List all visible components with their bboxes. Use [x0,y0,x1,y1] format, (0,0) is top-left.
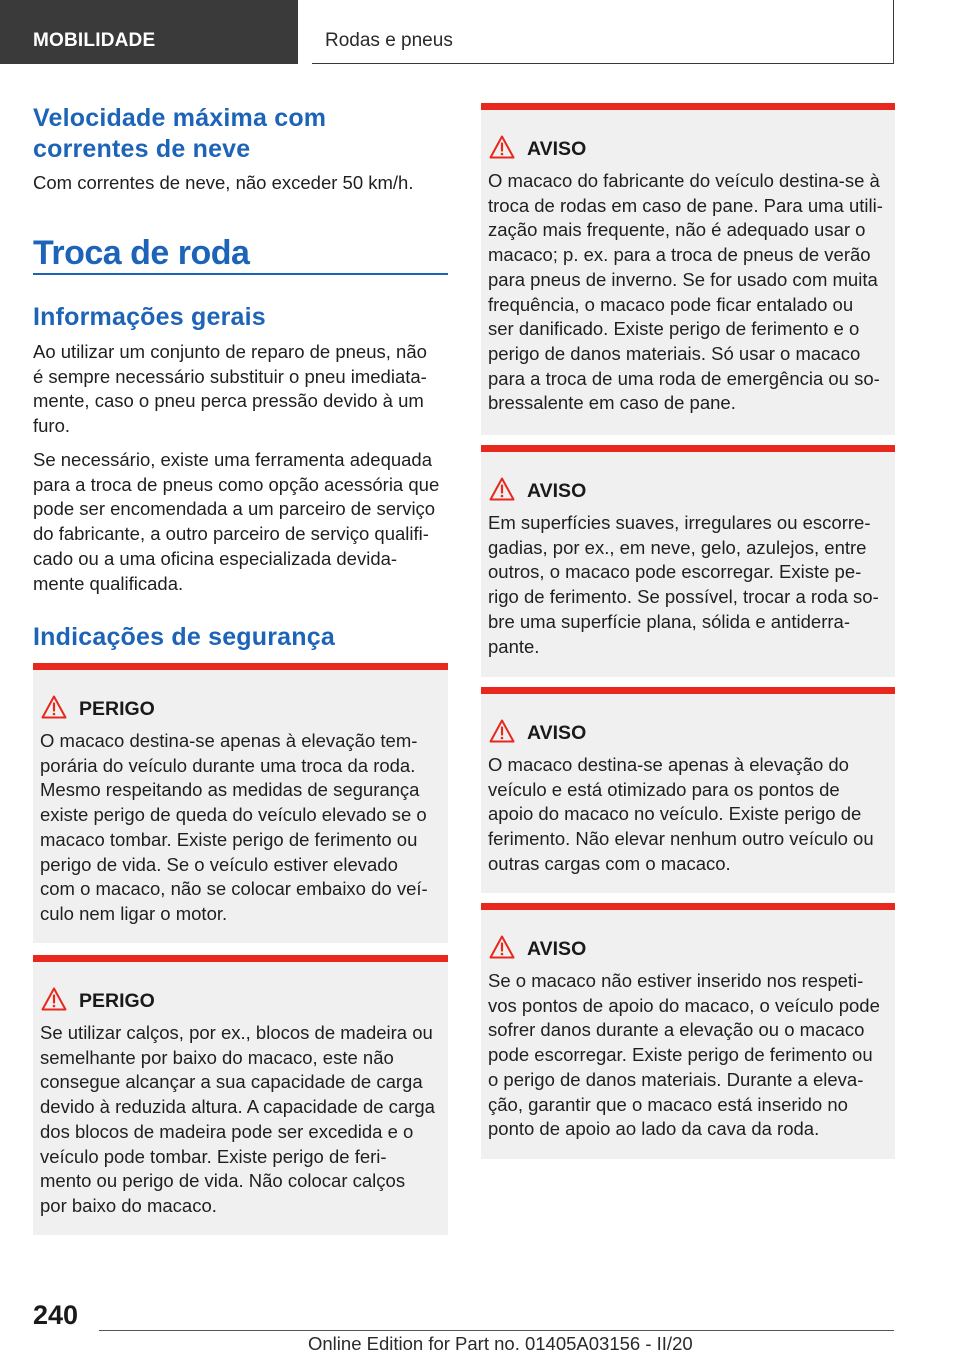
text-line: rigo de ferimento. Se possível, trocar a roda so‐ [488,586,879,608]
text-line: Se o macaco não estiver inserido nos respeti‐ [488,970,864,991]
text-line: é sempre necessário substituir o pneu imediata‐ [33,365,427,387]
main-heading-rule [33,273,448,275]
text-line: gadias, por ex., em neve, gelo, azulejos, entre [488,536,867,558]
general-heading: Informações gerais [33,303,266,331]
text-line: semelhante por baixo do macaco, este não [40,1046,394,1068]
text-line: ponto de apoio ao lado da cava da roda. [488,1118,820,1140]
warning-text [488,169,889,416]
text-line: Ao utilizar um conjunto de reparo de pneus, não [33,341,427,362]
text-line: O macaco destina-se apenas à elevação do [488,754,849,775]
speed-heading [33,103,326,165]
text-line: macaco tombar. Existe perigo de ferimento ou [40,828,418,850]
warning-title: AVISO [527,938,587,960]
text-line: culo nem ligar o motor. [40,902,228,924]
text-line: veículo e está otimizado para os pontos de [488,778,840,800]
text-line: frequência, o macaco pode ficar entalado ou [488,293,854,315]
text-line: o perigo de danos materiais. Durante a eleva‐ [488,1068,864,1090]
header-section-tab [0,0,298,64]
warning-triangle-icon [489,477,515,501]
warning-title: PERIGO [79,698,155,720]
warning-title: PERIGO [79,990,155,1012]
text-line: ser danificado. Existe perigo de ferimento e o [488,318,860,340]
warning-title: AVISO [527,722,587,744]
warning-text [40,1021,442,1219]
text-line: para pneus de inverno. Se for usado com muita [488,268,878,290]
text-line: perigo de danos materiais. Só usar o macaco [488,342,861,364]
text-line: Em superfícies suaves, irregulares ou escorre‐ [488,512,871,533]
warning-title: AVISO [527,138,587,160]
text-line: O macaco destina-se apenas à elevação tem‐ [40,730,418,751]
safety-heading: Indicações de segurança [33,623,335,651]
warning-text [488,969,889,1142]
general-paragraph-2 [33,448,439,596]
text-line: veículo pode tombar. Existe perigo de feri‐ [40,1145,387,1167]
text-line: dos blocos de madeira pode ser excedida e o [40,1120,414,1142]
text-line: outros, o macaco pode escorregar. Existe pe‐ [488,561,862,583]
speed-heading-line: Velocidade máxima com [33,104,327,132]
text-line: troca de rodas em caso de pane. Para uma utili‐ [488,194,883,216]
text-line: macaco; p. ex. para a troca de pneus de verão [488,244,871,266]
main-heading: Troca de roda [33,234,250,272]
warning-triangle-icon [41,987,67,1011]
text-line: ção, garantir que o macaco está inserido no [488,1093,848,1115]
warning-triangle-icon [489,135,515,159]
text-line: mento ou perigo de vida. Não colocar calços [40,1170,406,1192]
text-line: zação mais frequente, não é adequado usar o [488,219,866,241]
text-line: cado ou a uma oficina especializada devida‐ [33,547,398,569]
general-paragraph-1 [33,340,427,439]
header-chapter-tab [312,0,894,64]
warning-text [488,753,889,877]
warning-text [40,729,442,927]
text-line: apoio do macaco no veículo. Existe perigo de [488,803,862,825]
warning-title: AVISO [527,480,587,502]
text-line: sofrer danos durante a elevação ou o macaco [488,1019,865,1041]
warning-box-aviso-2 [481,445,895,677]
warning-triangle-icon [489,935,515,959]
text-line: pode escorregar. Existe perigo de ferimento ou [488,1044,873,1066]
text-line: consegue alcançar a sua capacidade de carga [40,1071,423,1093]
text-line: mente, caso o pneu perca pressão devido à um [33,390,424,412]
warning-box-perigo-2 [33,955,448,1235]
text-line: furo. [33,415,71,437]
warning-triangle-icon [41,695,67,719]
text-line: bre uma superfície plana, sólida e antiderra‐ [488,610,850,632]
speed-heading-line: correntes de neve [33,135,251,163]
text-line: para a troca de pneus como opção acessória que [33,473,440,495]
warning-box-perigo-1 [33,663,448,943]
text-line: outras cargas com o macaco. [488,852,731,874]
text-line: Mesmo respeitando as medidas de segurança [40,779,420,801]
text-line: Se utilizar calços, por ex., blocos de madeira ou [40,1022,433,1043]
header-section-label: MOBILIDADE [33,30,156,51]
warning-box-aviso-3 [481,687,895,893]
text-line: com o macaco, não se colocar embaixo do veí‐ [40,878,428,900]
text-line: mente qualificada. [33,572,184,594]
header-chapter-label: Rodas e pneus [325,30,453,51]
footer-edition: Online Edition for Part no. 01405A03156 - II/20 [308,1333,693,1354]
text-line: porária do veículo durante uma troca da roda. [40,754,416,776]
text-line: ferimento. Não elevar nenhum outro veículo ou [488,828,874,850]
page-number: 240 [33,1300,79,1330]
text-line: por baixo do macaco. [40,1194,217,1216]
text-line: do fabricante, a outro parceiro de serviço qualifi‐ [33,523,429,545]
text-line: Se necessário, existe uma ferramenta adequada [33,449,433,470]
text-line: bressalente em caso de pane. [488,392,736,414]
text-line: existe perigo de queda do veículo elevado se o [40,804,427,826]
footer-rule [99,1330,894,1331]
text-line: para a troca de uma roda de emergência ou so‐ [488,367,880,389]
text-line: O macaco do fabricante do veículo destina-se à [488,170,880,191]
warning-triangle-icon [489,719,515,743]
speed-text: Com correntes de neve, não exceder 50 km/h. [33,172,414,193]
text-line: vos pontos de apoio do macaco, o veículo pode [488,994,880,1016]
text-line: devido à reduzida altura. A capacidade de carga [40,1096,435,1118]
text-line: pante. [488,635,540,657]
text-line: pode ser encomendada a um parceiro de serviço [33,498,436,520]
warning-box-aviso-1 [481,103,895,435]
text-line: perigo de vida. Se o veículo estiver elevado [40,853,398,875]
warning-box-aviso-4 [481,903,895,1159]
warning-text [488,511,889,659]
